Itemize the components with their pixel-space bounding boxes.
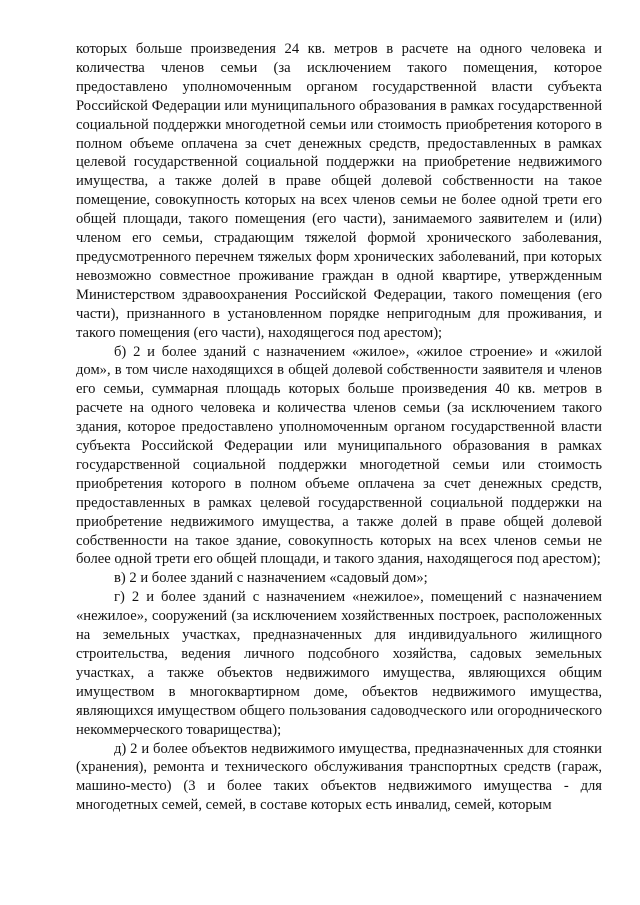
paragraph-item-v: в) 2 и более зданий с назначением «садовый дом»; [114, 570, 428, 587]
document-page [76, 40, 602, 815]
paragraph-continuation: которых больше произведения 24 кв. метров в расчете на одного человека и количества членов семьи (за исключением такого помещения, которое предоставлено уполномоченным органом государственной власти субъекта Российской Федерации или муниципального образования в рамках государственной социальной поддержки многодетной семьи или стоимость приобретения которого в полном объеме оплачена за счет денежных средств, предоставленных в рамках целевой государственной социальной поддержки на приобретение недвижимого имущества, а также долей в праве общей долевой собственности на такое помещение, совокупность которых на всех членов семьи не более одной трети его общей площади, такого помещения (его части), занимаемого заявителем и (или) членом его семьи, страдающим тяжелой формой хронического заболевания, предусмотренного перечнем тяжелых форм хронических заболеваний, при которых невозможно совместное проживание граждан в одной квартире, утвержденным Министерством здравоохранения Российской Федерации, такого помещения (его части), признанного в установленном порядке непригодным для проживания, и такого помещения (его части), находящегося под арестом); [76, 41, 602, 341]
paragraph-item-d: д) 2 и более объектов недвижимого имущества, предназначенных для стоянки (хранения), ремонта и технического обслуживания транспортных средств (гараж, машино-место) (3 и более таких объектов недвижимого имущества - для многодетных семей, семей, в составе которых есть инвалид, семей, которым [76, 740, 602, 814]
paragraph-item-b: б) 2 и более зданий с назначением «жилое», «жилое строение» и «жилой дом», в том числе находящихся в общей долевой собственности заявителя и членов его семьи, суммарная площадь которых больше произведения 40 кв. метров в расчете на одного человека и количества членов семьи (за исключением такого здания, которое предоставлено уполномоченным органом государственной власти субъекта Российской Федерации или муниципального образования в рамках государственной социальной поддержки многодетной семьи или стоимость приобретения которого в полном объеме оплачена за счет денежных средств, предоставленных в рамках целевой государственной социальной поддержки на приобретение недвижимого имущества, а также долей в праве общей долевой собственности на такое здание, совокупность которых на всех членов семьи не более одной трети его общей площади, и такого здания, находящегося под арестом); [76, 343, 602, 568]
paragraph-item-g: г) 2 и более зданий с назначением «нежилое», помещений с назначением «нежилое», сооружений (за исключением хозяйственных построек, расположенных на земельных участках, предназначенных для индивидуального жилищного строительства, ведения личного подсобного хозяйства, садовых земельных участках, а также объектов недвижимого имущества, являющихся общим имуществом в многоквартирном доме, объектов недвижимого имущества, являющихся имуществом общего пользования садоводческого или огороднического некоммерческого товарищества); [76, 589, 602, 738]
